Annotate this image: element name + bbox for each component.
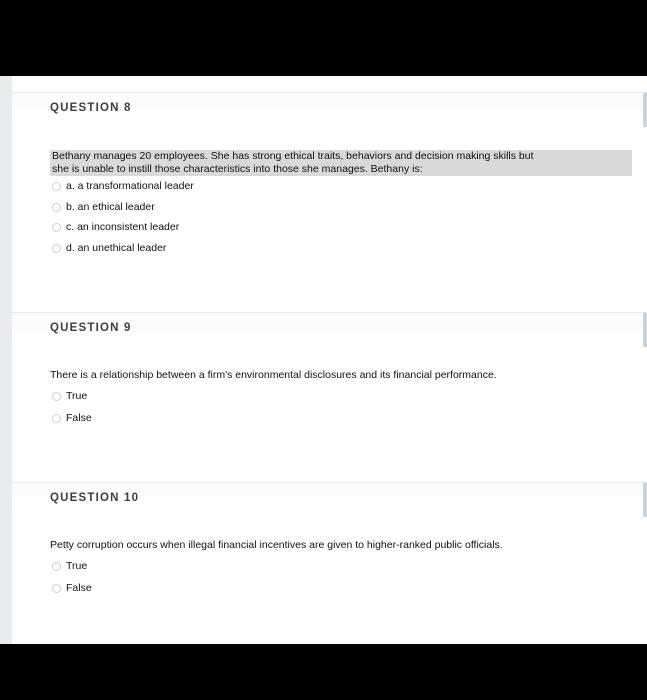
radio-button[interactable] [52, 182, 61, 191]
question-header [12, 482, 647, 517]
radio-button[interactable] [52, 562, 61, 571]
choice-true[interactable] [52, 388, 87, 404]
choice-label: False [66, 412, 92, 424]
radio-button[interactable] [52, 414, 61, 423]
choice-label: b. an ethical leader [66, 201, 155, 213]
choice-label: True [66, 560, 88, 572]
radio-button[interactable] [52, 584, 61, 593]
radio-button[interactable] [52, 244, 61, 253]
question-text-line1: Bethany manages 20 employees. She has strong ethical traits, behaviors and decision making skills but [50, 150, 632, 163]
question-text-line2: she is unable to instill those characteristics into those she manages. Bethany is: [50, 163, 632, 176]
question-title: QUESTION 8 [50, 102, 132, 114]
radio-button[interactable] [52, 392, 61, 401]
radio-button[interactable] [52, 223, 61, 232]
question-8 [12, 92, 647, 254]
choice-label: c. an inconsistent leader [66, 221, 180, 233]
choice-label: True [66, 390, 88, 402]
choice-label: False [66, 582, 92, 594]
question-text: Petty corruption occurs when illegal financial incentives are given to higher-ranked public officials. [50, 539, 503, 551]
question-title: QUESTION 9 [50, 322, 132, 334]
question-text: There is a relationship between a firm's environmental disclosures and its financial performance. [50, 369, 497, 381]
choice-false[interactable] [52, 410, 92, 426]
question-title: QUESTION 10 [50, 492, 140, 504]
choice-label: d. an unethical leader [66, 242, 167, 254]
choice-c[interactable] [52, 219, 179, 235]
question-9 [12, 312, 647, 424]
header-edge [643, 313, 647, 347]
choice-a[interactable] [52, 178, 194, 194]
radio-button[interactable] [52, 203, 61, 212]
choice-false[interactable] [52, 580, 92, 596]
left-gutter [0, 76, 12, 644]
choice-true[interactable] [52, 558, 87, 574]
quiz-page [0, 76, 647, 644]
choice-d[interactable] [52, 240, 166, 256]
question-header [12, 312, 647, 347]
header-edge [643, 93, 647, 127]
choice-b[interactable] [52, 199, 155, 215]
question-header [12, 92, 647, 127]
header-edge [643, 483, 647, 517]
question-text [50, 150, 632, 176]
choice-label: a. a transformational leader [66, 180, 194, 192]
question-10 [12, 482, 647, 594]
